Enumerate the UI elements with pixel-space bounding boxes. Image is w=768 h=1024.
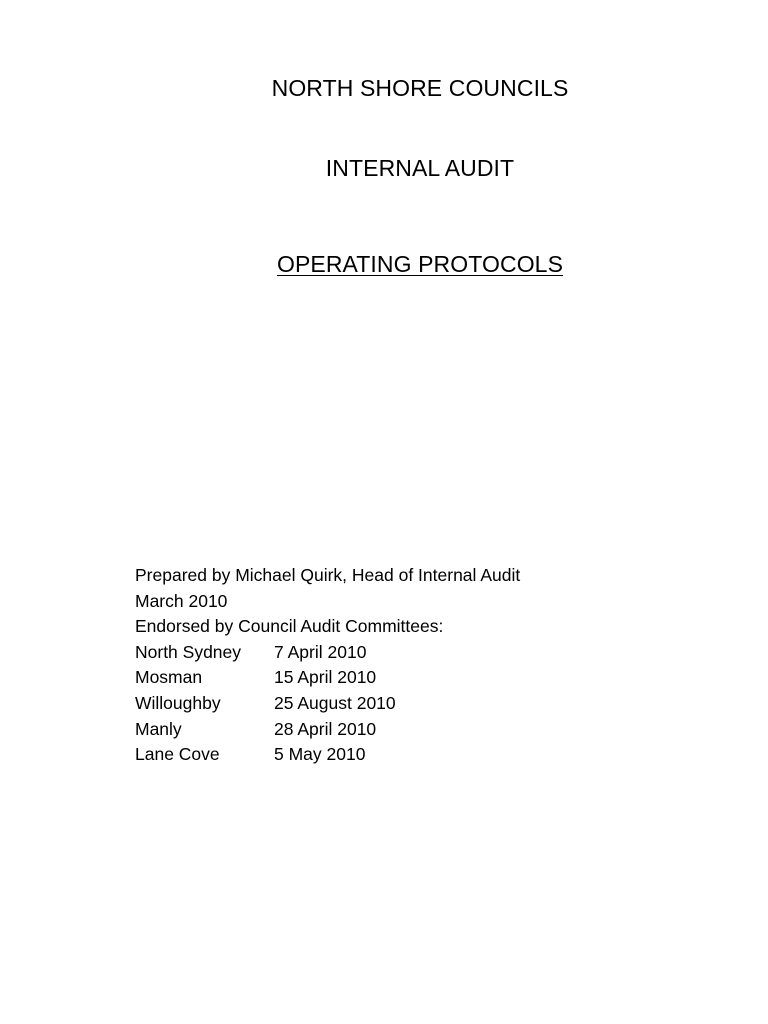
endorsement-council: Willoughby — [135, 692, 221, 713]
title-internal-audit: INTERNAL AUDIT — [325, 155, 515, 181]
endorsement-row-north-sydney — [135, 640, 520, 666]
endorsement-row-manly — [135, 717, 520, 743]
endorsement-council: Mosman — [135, 667, 203, 688]
endorsement-row-mosman — [135, 665, 520, 691]
endorsement-row-lane-cove — [135, 742, 520, 768]
endorsement-row-willoughby — [135, 691, 520, 717]
endorsement-council: Manly — [135, 718, 182, 739]
title-operating-protocols-text: OPERATING PROTOCOLS — [276, 251, 564, 277]
endorsement-block — [135, 563, 520, 768]
endorsement-council: Lane Cove — [135, 744, 220, 765]
endorsement-date: 25 August 2010 — [274, 692, 396, 713]
endorsed-heading: Endorsed by Council Audit Committees: — [135, 616, 444, 637]
title-operating-protocols — [0, 250, 768, 278]
endorsement-date: 15 April 2010 — [274, 667, 377, 688]
title-north-shore-councils: NORTH SHORE COUNCILS — [271, 75, 569, 101]
endorsement-council: North Sydney — [135, 641, 242, 662]
prepared-by-line: Prepared by Michael Quirk, Head of Internal Audit — [135, 565, 521, 585]
document-date: March 2010 — [135, 590, 228, 611]
endorsement-date: 7 April 2010 — [274, 641, 367, 662]
endorsement-date: 5 May 2010 — [274, 744, 366, 765]
endorsement-date: 28 April 2010 — [274, 718, 377, 739]
